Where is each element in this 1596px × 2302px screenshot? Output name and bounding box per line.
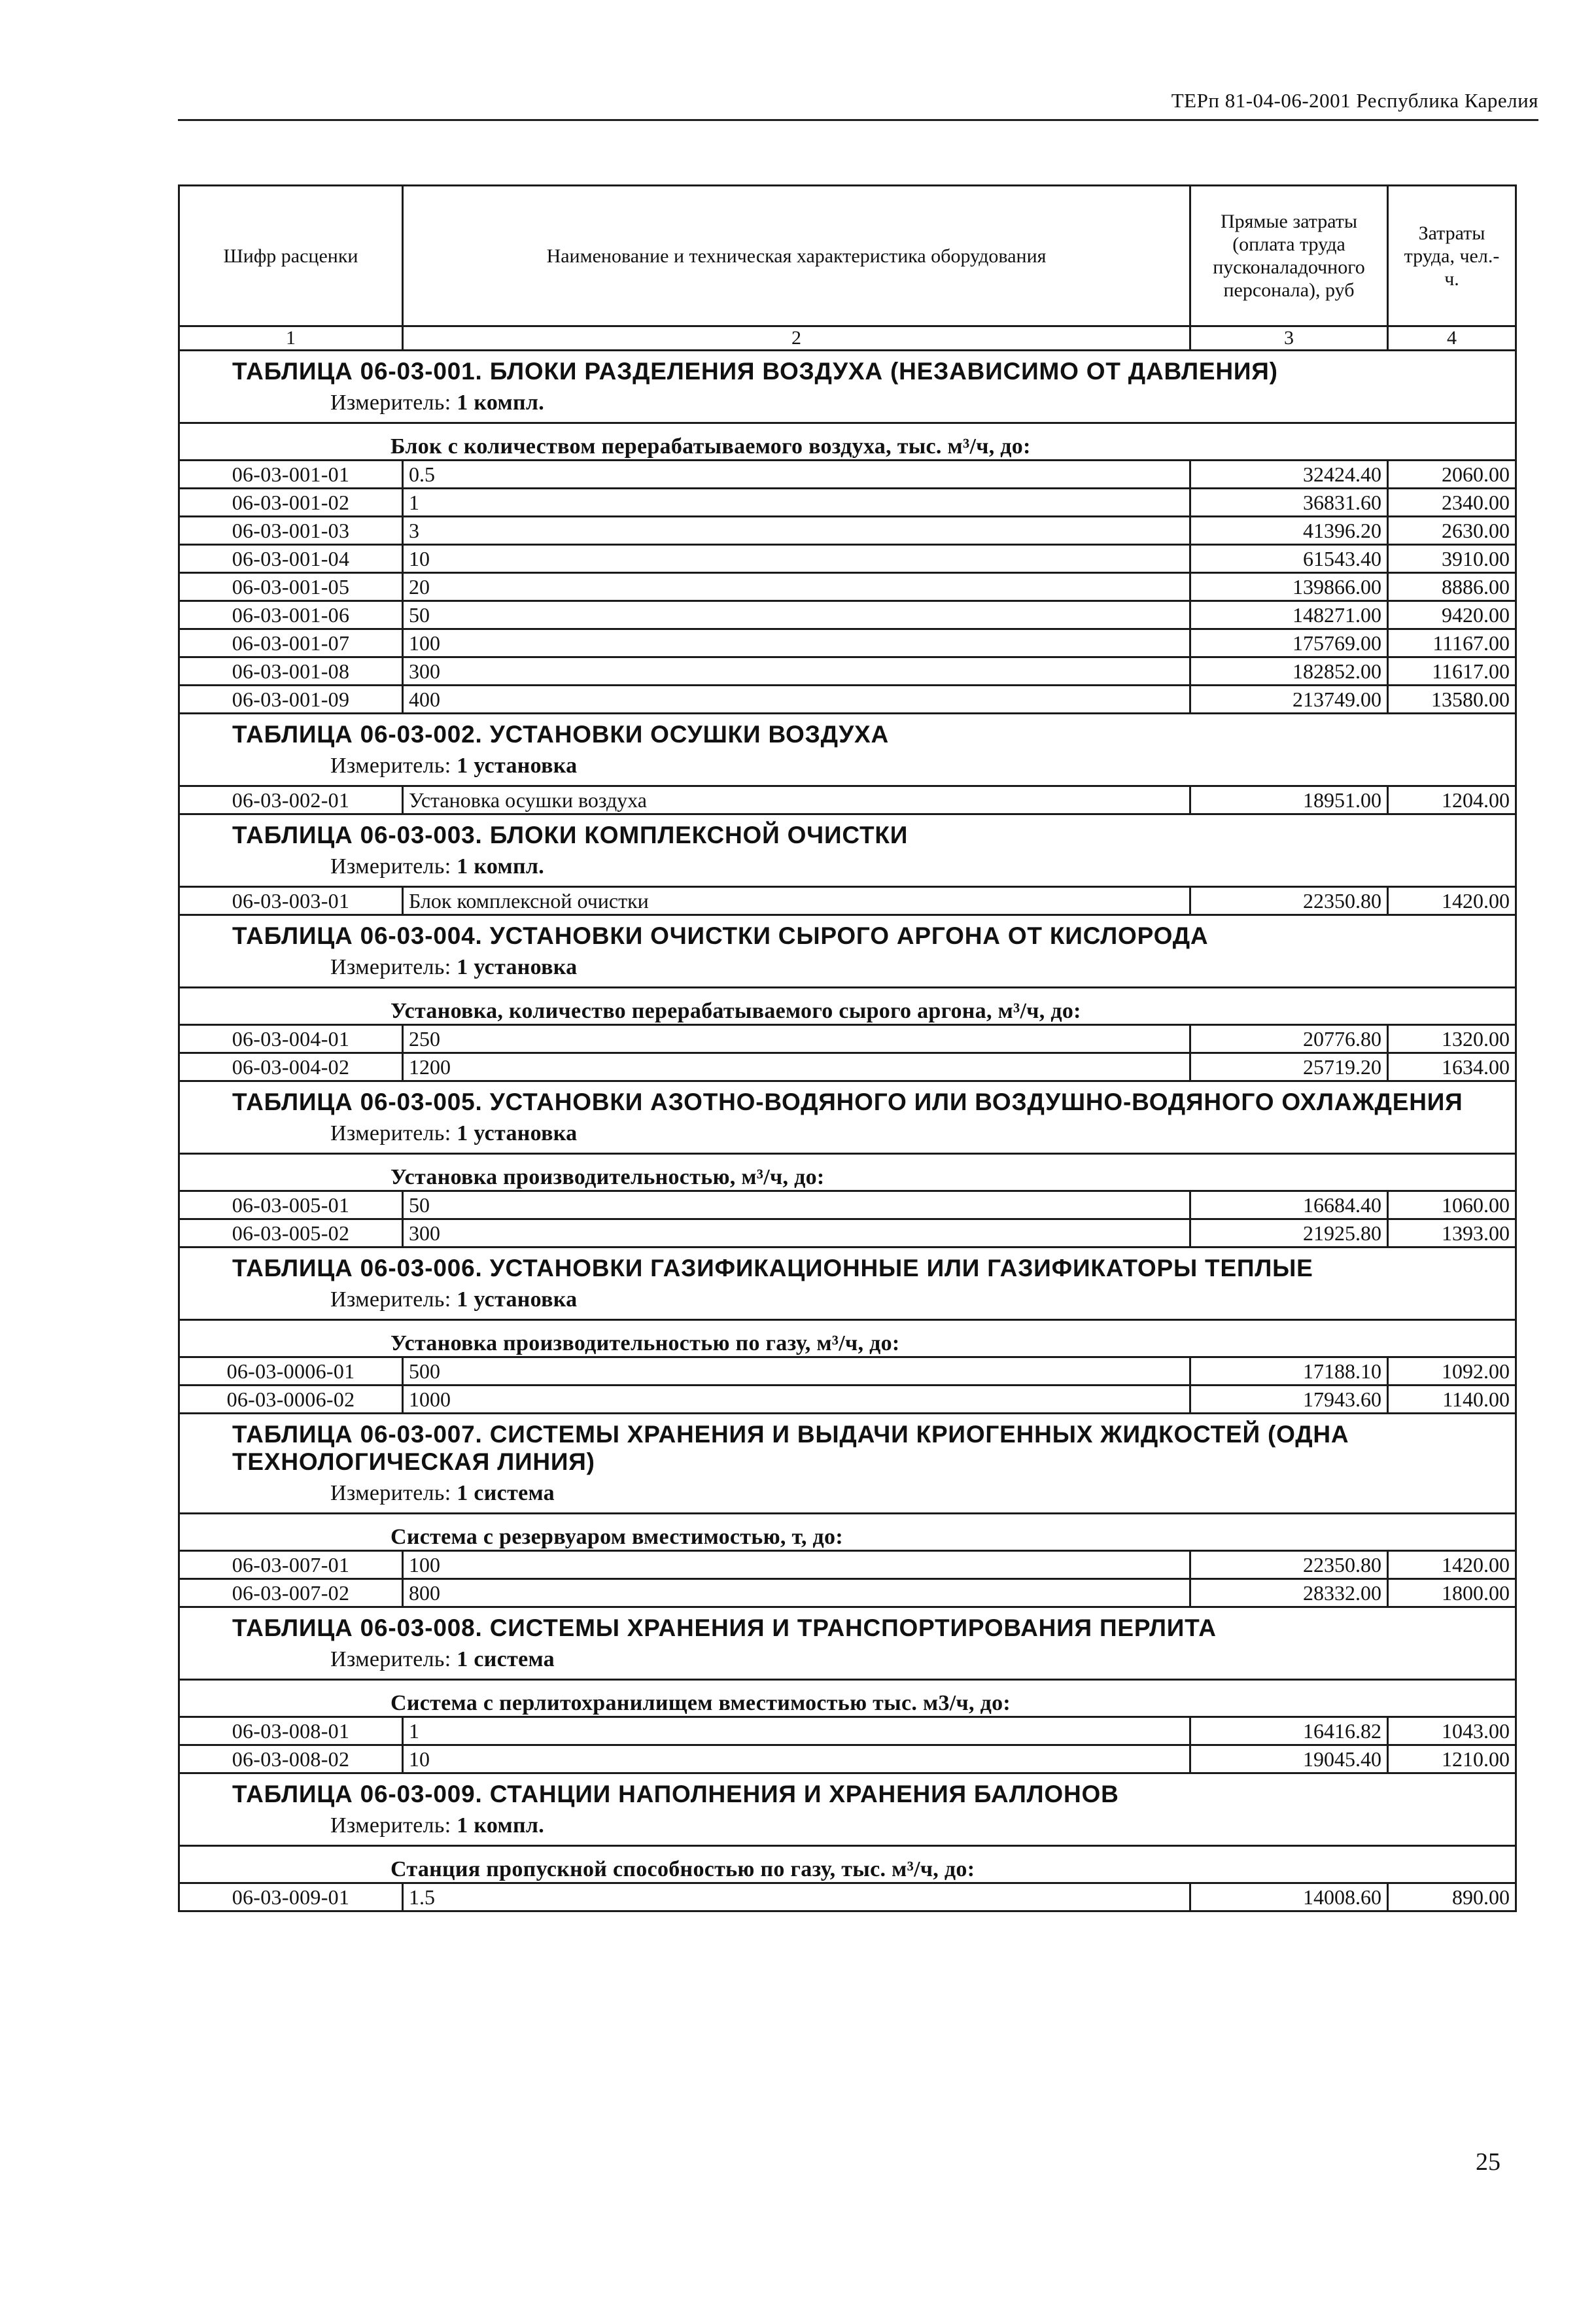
table-section-title-row xyxy=(179,714,1516,786)
rate-code: 06-03-003-01 xyxy=(179,887,403,915)
header-code: Шифр расценки xyxy=(179,186,403,326)
rate-code: 06-03-001-05 xyxy=(179,573,403,601)
rate-code: 06-03-001-02 xyxy=(179,489,403,517)
subgroup-caption: Установка производительностью, м³/ч, до: xyxy=(179,1154,1516,1191)
measure-unit xyxy=(232,1120,1510,1147)
header-labor: Затраты труда, чел.-ч. xyxy=(1388,186,1516,326)
table-section-title-row xyxy=(179,814,1516,887)
section-title xyxy=(179,1414,1516,1514)
measure-value: 1 установка xyxy=(457,1287,578,1312)
measure-unit xyxy=(232,389,1510,417)
table-header-row xyxy=(179,186,1516,326)
measure-value: 1 компл. xyxy=(457,854,545,879)
labor-cost: 8886.00 xyxy=(1388,573,1516,601)
table-row xyxy=(179,686,1516,714)
direct-cost: 32424.40 xyxy=(1190,461,1388,489)
labor-cost: 1420.00 xyxy=(1388,887,1516,915)
measure-label: Измеритель: xyxy=(330,1287,451,1312)
equipment-name: 300 xyxy=(403,657,1190,686)
direct-cost: 17943.60 xyxy=(1190,1386,1388,1414)
equipment-name: 800 xyxy=(403,1579,1190,1607)
direct-cost: 213749.00 xyxy=(1190,686,1388,714)
table-row xyxy=(179,601,1516,629)
measure-label: Измеритель: xyxy=(330,854,451,879)
table-section-title-row xyxy=(179,915,1516,988)
equipment-name: 250 xyxy=(403,1025,1190,1053)
rate-code: 06-03-0006-01 xyxy=(179,1357,403,1386)
measure-value: 1 компл. xyxy=(457,391,545,415)
equipment-name: 0.5 xyxy=(403,461,1190,489)
equipment-name: 10 xyxy=(403,545,1190,573)
labor-cost: 11617.00 xyxy=(1388,657,1516,686)
measure-label: Измеритель: xyxy=(330,391,451,415)
direct-cost: 22350.80 xyxy=(1190,887,1388,915)
table-section-title-row xyxy=(179,1607,1516,1680)
direct-cost: 61543.40 xyxy=(1190,545,1388,573)
section-title xyxy=(179,915,1516,988)
table-row xyxy=(179,1053,1516,1081)
labor-cost: 1320.00 xyxy=(1388,1025,1516,1053)
table-section-title-row xyxy=(179,351,1516,423)
section-title-text: ТАБЛИЦА 06-03-009. СТАНЦИИ НАПОЛНЕНИЯ И ХРАНЕНИЯ БАЛЛОНОВ xyxy=(232,1781,1119,1807)
equipment-name: 500 xyxy=(403,1357,1190,1386)
direct-cost: 41396.20 xyxy=(1190,517,1388,545)
labor-cost: 1393.00 xyxy=(1388,1219,1516,1247)
rate-code: 06-03-005-01 xyxy=(179,1191,403,1219)
equipment-name: 300 xyxy=(403,1219,1190,1247)
labor-cost: 1060.00 xyxy=(1388,1191,1516,1219)
labor-cost: 3910.00 xyxy=(1388,545,1516,573)
header-direct-cost: Прямые затраты (оплата труда пусконаладочного персонала), руб xyxy=(1190,186,1388,326)
labor-cost: 2630.00 xyxy=(1388,517,1516,545)
rate-code: 06-03-004-02 xyxy=(179,1053,403,1081)
labor-cost: 13580.00 xyxy=(1388,686,1516,714)
subgroup-row xyxy=(179,1846,1516,1883)
labor-cost: 1420.00 xyxy=(1388,1551,1516,1579)
direct-cost: 21925.80 xyxy=(1190,1219,1388,1247)
section-title xyxy=(179,351,1516,423)
rate-code: 06-03-007-01 xyxy=(179,1551,403,1579)
labor-cost: 1043.00 xyxy=(1388,1717,1516,1745)
table-row xyxy=(179,1357,1516,1386)
section-title-text: ТАБЛИЦА 06-03-002. УСТАНОВКИ ОСУШКИ ВОЗДУХА xyxy=(232,721,890,748)
subgroup-row xyxy=(179,1154,1516,1191)
section-title-text: ТАБЛИЦА 06-03-004. УСТАНОВКИ ОЧИСТКИ СЫРОГО АРГОНА ОТ КИСЛОРОДА xyxy=(232,922,1209,949)
direct-cost: 148271.00 xyxy=(1190,601,1388,629)
equipment-name: 3 xyxy=(403,517,1190,545)
measure-label: Измеритель: xyxy=(330,1481,451,1505)
equipment-name: 1.5 xyxy=(403,1883,1190,1911)
rate-code: 06-03-001-06 xyxy=(179,601,403,629)
labor-cost: 1800.00 xyxy=(1388,1579,1516,1607)
rate-code: 06-03-004-01 xyxy=(179,1025,403,1053)
subgroup-row xyxy=(179,1680,1516,1717)
section-title xyxy=(179,1773,1516,1846)
table-row xyxy=(179,1219,1516,1247)
section-title xyxy=(179,714,1516,786)
rate-code: 06-03-001-07 xyxy=(179,629,403,657)
measure-unit xyxy=(232,1646,1510,1673)
rate-code: 06-03-001-01 xyxy=(179,461,403,489)
header-name: Наименование и техническая характеристика оборудования xyxy=(403,186,1190,326)
table-section-title-row xyxy=(179,1414,1516,1514)
measure-value: 1 система xyxy=(457,1481,555,1505)
table-row xyxy=(179,1579,1516,1607)
labor-cost: 1204.00 xyxy=(1388,786,1516,814)
direct-cost: 18951.00 xyxy=(1190,786,1388,814)
direct-cost: 36831.60 xyxy=(1190,489,1388,517)
measure-value: 1 установка xyxy=(457,955,578,979)
direct-cost: 22350.80 xyxy=(1190,1551,1388,1579)
direct-cost: 175769.00 xyxy=(1190,629,1388,657)
measure-unit xyxy=(232,1812,1510,1840)
direct-cost: 28332.00 xyxy=(1190,1579,1388,1607)
column-number: 1 xyxy=(179,326,403,351)
section-title-text: ТАБЛИЦА 06-03-008. СИСТЕМЫ ХРАНЕНИЯ И ТРАНСПОРТИРОВАНИЯ ПЕРЛИТА xyxy=(232,1614,1217,1641)
equipment-name: 400 xyxy=(403,686,1190,714)
rate-code: 06-03-009-01 xyxy=(179,1883,403,1911)
direct-cost: 139866.00 xyxy=(1190,573,1388,601)
table-row xyxy=(179,1025,1516,1053)
equipment-name: 1200 xyxy=(403,1053,1190,1081)
table-row xyxy=(179,1717,1516,1745)
column-number: 4 xyxy=(1388,326,1516,351)
section-title xyxy=(179,1247,1516,1320)
rate-code: 06-03-001-03 xyxy=(179,517,403,545)
direct-cost: 16684.40 xyxy=(1190,1191,1388,1219)
measure-unit xyxy=(232,853,1510,881)
table-row xyxy=(179,887,1516,915)
document-title: ТЕРп 81-04-06-2001 Республика Карелия xyxy=(1171,89,1538,112)
equipment-name: Установка осушки воздуха xyxy=(403,786,1190,814)
column-number: 2 xyxy=(403,326,1190,351)
rate-code: 06-03-002-01 xyxy=(179,786,403,814)
subgroup-row xyxy=(179,1514,1516,1551)
equipment-name: 1000 xyxy=(403,1386,1190,1414)
table-row xyxy=(179,517,1516,545)
measure-value: 1 компл. xyxy=(457,1813,545,1838)
table-row xyxy=(179,1745,1516,1773)
measure-unit xyxy=(232,752,1510,780)
equipment-name: 100 xyxy=(403,1551,1190,1579)
equipment-name: 20 xyxy=(403,573,1190,601)
measure-value: 1 система xyxy=(457,1647,555,1671)
equipment-name: 50 xyxy=(403,601,1190,629)
labor-cost: 1092.00 xyxy=(1388,1357,1516,1386)
rate-code: 06-03-001-08 xyxy=(179,657,403,686)
measure-value: 1 установка xyxy=(457,754,578,778)
table-row xyxy=(179,545,1516,573)
table-row xyxy=(179,786,1516,814)
measure-label: Измеритель: xyxy=(330,754,451,778)
direct-cost: 17188.10 xyxy=(1190,1357,1388,1386)
subgroup-caption: Система с резервуаром вместимостью, т, до: xyxy=(179,1514,1516,1551)
section-title-text: ТАБЛИЦА 06-03-005. УСТАНОВКИ АЗОТНО-ВОДЯНОГО ИЛИ ВОЗДУШНО-ВОДЯНОГО ОХЛАЖДЕНИЯ xyxy=(232,1089,1463,1115)
measure-label: Измеритель: xyxy=(330,1121,451,1145)
subgroup-row xyxy=(179,988,1516,1025)
column-number: 3 xyxy=(1190,326,1388,351)
section-title xyxy=(179,814,1516,887)
table-row xyxy=(179,461,1516,489)
rate-code: 06-03-007-02 xyxy=(179,1579,403,1607)
table-row xyxy=(179,1883,1516,1911)
rate-code: 06-03-008-02 xyxy=(179,1745,403,1773)
subgroup-caption: Установка, количество перерабатываемого сырого аргона, м³/ч, до: xyxy=(179,988,1516,1025)
section-title xyxy=(179,1081,1516,1154)
subgroup-row xyxy=(179,423,1516,461)
equipment-name: 1 xyxy=(403,489,1190,517)
direct-cost: 25719.20 xyxy=(1190,1053,1388,1081)
rate-code: 06-03-008-01 xyxy=(179,1717,403,1745)
section-title xyxy=(179,1607,1516,1680)
page-number: 25 xyxy=(1476,2148,1501,2176)
table-row xyxy=(179,573,1516,601)
table-section-title-row xyxy=(179,1773,1516,1846)
price-table xyxy=(178,184,1517,1912)
labor-cost: 9420.00 xyxy=(1388,601,1516,629)
equipment-name: 100 xyxy=(403,629,1190,657)
rate-code: 06-03-001-09 xyxy=(179,686,403,714)
table-row xyxy=(179,489,1516,517)
table-row xyxy=(179,657,1516,686)
rate-code: 06-03-005-02 xyxy=(179,1219,403,1247)
labor-cost: 890.00 xyxy=(1388,1883,1516,1911)
table-row xyxy=(179,1191,1516,1219)
table-section-title-row xyxy=(179,1247,1516,1320)
subgroup-caption: Система с перлитохранилищем вместимостью тыс. м3/ч, до: xyxy=(179,1680,1516,1717)
equipment-name: Блок комплексной очистки xyxy=(403,887,1190,915)
section-title-text: ТАБЛИЦА 06-03-006. УСТАНОВКИ ГАЗИФИКАЦИОННЫЕ ИЛИ ГАЗИФИКАТОРЫ ТЕПЛЫЕ xyxy=(232,1255,1313,1282)
equipment-name: 50 xyxy=(403,1191,1190,1219)
direct-cost: 14008.60 xyxy=(1190,1883,1388,1911)
measure-label: Измеритель: xyxy=(330,955,451,979)
section-title-text: ТАБЛИЦА 06-03-007. СИСТЕМЫ ХРАНЕНИЯ И ВЫДАЧИ КРИОГЕННЫХ ЖИДКОСТЕЙ (ОДНА ТЕХНОЛОГИЧЕСКАЯ ЛИНИЯ) xyxy=(232,1421,1349,1475)
section-title-text: ТАБЛИЦА 06-03-001. БЛОКИ РАЗДЕЛЕНИЯ ВОЗДУХА (НЕЗАВИСИМО ОТ ДАВЛЕНИЯ) xyxy=(232,358,1278,385)
direct-cost: 19045.40 xyxy=(1190,1745,1388,1773)
table-row xyxy=(179,1386,1516,1414)
subgroup-caption: Блок с количеством перерабатываемого воздуха, тыс. м³/ч, до: xyxy=(179,423,1516,461)
measure-unit xyxy=(232,954,1510,981)
labor-cost: 1634.00 xyxy=(1388,1053,1516,1081)
column-number-row xyxy=(179,326,1516,351)
direct-cost: 16416.82 xyxy=(1190,1717,1388,1745)
section-title-text: ТАБЛИЦА 06-03-003. БЛОКИ КОМПЛЕКСНОЙ ОЧИСТКИ xyxy=(232,822,909,848)
running-header xyxy=(178,84,1538,121)
direct-cost: 20776.80 xyxy=(1190,1025,1388,1053)
measure-value: 1 установка xyxy=(457,1121,578,1145)
equipment-name: 10 xyxy=(403,1745,1190,1773)
labor-cost: 2340.00 xyxy=(1388,489,1516,517)
equipment-name: 1 xyxy=(403,1717,1190,1745)
subgroup-row xyxy=(179,1320,1516,1357)
measure-label: Измеритель: xyxy=(330,1813,451,1838)
measure-unit xyxy=(232,1480,1510,1507)
measure-unit xyxy=(232,1286,1510,1314)
rate-code: 06-03-0006-02 xyxy=(179,1386,403,1414)
labor-cost: 1210.00 xyxy=(1388,1745,1516,1773)
measure-label: Измеритель: xyxy=(330,1647,451,1671)
subgroup-caption: Установка производительностью по газу, м³/ч, до: xyxy=(179,1320,1516,1357)
labor-cost: 1140.00 xyxy=(1388,1386,1516,1414)
price-table-container xyxy=(178,184,1515,1912)
labor-cost: 11167.00 xyxy=(1388,629,1516,657)
table-row xyxy=(179,1551,1516,1579)
rate-code: 06-03-001-04 xyxy=(179,545,403,573)
direct-cost: 182852.00 xyxy=(1190,657,1388,686)
subgroup-caption: Станция пропускной способностью по газу, тыс. м³/ч, до: xyxy=(179,1846,1516,1883)
table-row xyxy=(179,629,1516,657)
labor-cost: 2060.00 xyxy=(1388,461,1516,489)
table-section-title-row xyxy=(179,1081,1516,1154)
